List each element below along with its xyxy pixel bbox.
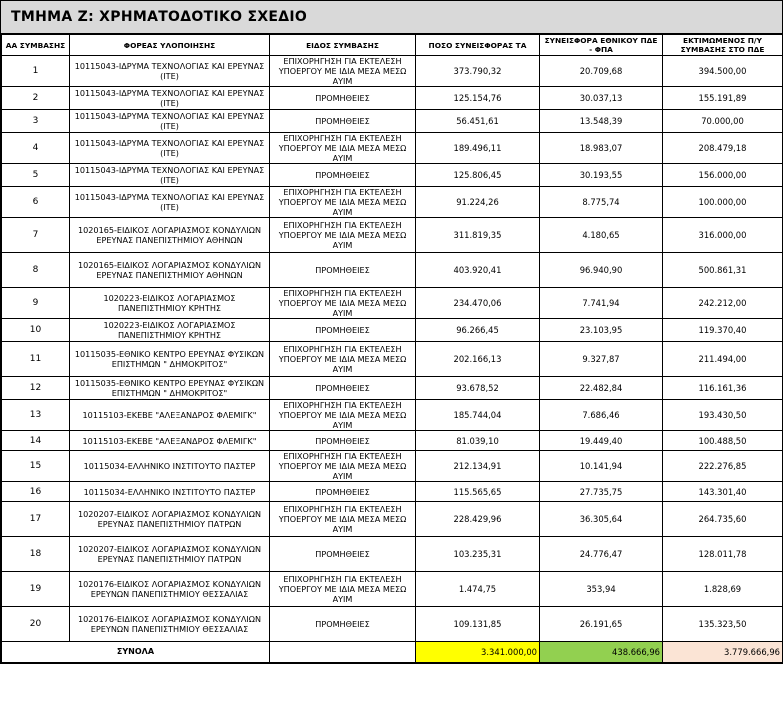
cell-eidos: ΕΠΙΧΟΡΗΓΗΣΗ ΓΙΑ ΕΚΤΕΛΕΣΗ ΥΠΟΕΡΓΟΥ ΜΕ ΙΔΙΑ ΜΕΣΑ ΜΕΣΩ ΑΥΙΜ bbox=[270, 288, 416, 319]
cell-eidos: ΠΡΟΜΗΘΕΙΕΣ bbox=[270, 87, 416, 110]
totals-row bbox=[2, 642, 783, 663]
cell-foreas: 10115103-ΕΚΕΒΕ "ΑΛΕΞΑΝΔΡΟΣ ΦΛΕΜΙΓΚ" bbox=[70, 431, 270, 451]
cell-eidos: ΠΡΟΜΗΘΕΙΕΣ bbox=[270, 110, 416, 133]
cell-eidos: ΕΠΙΧΟΡΗΓΗΣΗ ΓΙΑ ΕΚΤΕΛΕΣΗ ΥΠΟΕΡΓΟΥ ΜΕ ΙΔΙΑ ΜΕΣΑ ΜΕΣΩ ΑΥΙΜ bbox=[270, 342, 416, 377]
cell-pde: 7.741,94 bbox=[540, 288, 663, 319]
cell-eidos: ΕΠΙΧΟΡΗΓΗΣΗ ΓΙΑ ΕΚΤΕΛΕΣΗ ΥΠΟΕΡΓΟΥ ΜΕ ΙΔΙΑ ΜΕΣΑ ΜΕΣΩ ΑΥΙΜ bbox=[270, 133, 416, 164]
cell-poso: 125.154,76 bbox=[416, 87, 540, 110]
cell-pde: 26.191,65 bbox=[540, 607, 663, 642]
cell-aa: 17 bbox=[2, 502, 70, 537]
cell-pde: 24.776,47 bbox=[540, 537, 663, 572]
cell-poso: 311.819,35 bbox=[416, 218, 540, 253]
cell-foreas: 10115043-ΙΔΡΥΜΑ ΤΕΧΝΟΛΟΓΙΑΣ ΚΑΙ ΕΡΕΥΝΑΣ (ΙΤΕ) bbox=[70, 164, 270, 187]
cell-poso: 115.565,65 bbox=[416, 482, 540, 502]
cell-eidos: ΠΡΟΜΗΘΕΙΕΣ bbox=[270, 431, 416, 451]
cell-eidos: ΠΡΟΜΗΘΕΙΕΣ bbox=[270, 319, 416, 342]
total-poso: 3.341.000,00 bbox=[416, 642, 540, 663]
cell-aa: 16 bbox=[2, 482, 70, 502]
table-row bbox=[2, 218, 783, 253]
table-row bbox=[2, 537, 783, 572]
table-row bbox=[2, 110, 783, 133]
cell-pde: 27.735,75 bbox=[540, 482, 663, 502]
cell-aa: 15 bbox=[2, 451, 70, 482]
cell-pde: 96.940,90 bbox=[540, 253, 663, 288]
total-pde: 438.666,96 bbox=[540, 642, 663, 663]
cell-aa: 6 bbox=[2, 187, 70, 218]
cell-ektim: 156.000,00 bbox=[663, 164, 783, 187]
header-eidos: ΕΙΔΟΣ ΣΥΜΒΑΣΗΣ bbox=[270, 35, 416, 56]
table-body bbox=[2, 56, 783, 642]
cell-foreas: 10115034-ΕΛΛΗΝΙΚΟ ΙΝΣΤΙΤΟΥΤΟ ΠΑΣΤΕΡ bbox=[70, 451, 270, 482]
table-row bbox=[2, 187, 783, 218]
cell-eidos: ΕΠΙΧΟΡΗΓΗΣΗ ΓΙΑ ΕΚΤΕΛΕΣΗ ΥΠΟΕΡΓΟΥ ΜΕ ΙΔΙΑ ΜΕΣΑ ΜΕΣΩ ΑΥΙΜ bbox=[270, 56, 416, 87]
cell-eidos: ΠΡΟΜΗΘΕΙΕΣ bbox=[270, 377, 416, 400]
cell-ektim: 264.735,60 bbox=[663, 502, 783, 537]
cell-aa: 19 bbox=[2, 572, 70, 607]
cell-aa: 11 bbox=[2, 342, 70, 377]
cell-ektim: 222.276,85 bbox=[663, 451, 783, 482]
cell-pde: 13.548,39 bbox=[540, 110, 663, 133]
cell-eidos: ΕΠΙΧΟΡΗΓΗΣΗ ΓΙΑ ΕΚΤΕΛΕΣΗ ΥΠΟΕΡΓΟΥ ΜΕ ΙΔΙΑ ΜΕΣΑ ΜΕΣΩ ΑΥΙΜ bbox=[270, 451, 416, 482]
cell-eidos: ΕΠΙΧΟΡΗΓΗΣΗ ΓΙΑ ΕΚΤΕΛΕΣΗ ΥΠΟΕΡΓΟΥ ΜΕ ΙΔΙΑ ΜΕΣΑ ΜΕΣΩ ΑΥΙΜ bbox=[270, 572, 416, 607]
cell-ektim: 316.000,00 bbox=[663, 218, 783, 253]
table-row bbox=[2, 319, 783, 342]
section-title: ΤΜΗΜΑ Ζ: ΧΡΗΜΑΤΟΔΟΤΙΚΟ ΣΧΕΔΙΟ bbox=[1, 1, 782, 34]
cell-aa: 5 bbox=[2, 164, 70, 187]
cell-poso: 125.806,45 bbox=[416, 164, 540, 187]
table-row bbox=[2, 288, 783, 319]
cell-poso: 234.470,06 bbox=[416, 288, 540, 319]
table-row bbox=[2, 431, 783, 451]
cell-pde: 22.482,84 bbox=[540, 377, 663, 400]
header-foreas: ΦΟΡΕΑΣ ΥΛΟΠΟΙΗΣΗΣ bbox=[70, 35, 270, 56]
cell-poso: 81.039,10 bbox=[416, 431, 540, 451]
cell-pde: 353,94 bbox=[540, 572, 663, 607]
cell-ektim: 100.000,00 bbox=[663, 187, 783, 218]
cell-ektim: 1.828,69 bbox=[663, 572, 783, 607]
cell-poso: 212.134,91 bbox=[416, 451, 540, 482]
cell-foreas: 1020165-ΕΙΔΙΚΟΣ ΛΟΓΑΡΙΑΣΜΟΣ ΚΟΝΔΥΛΙΩΝ ΕΡΕΥΝΑΣ ΠΑΝΕΠΙΣΤΗΜΙΟΥ ΑΘΗΝΩΝ bbox=[70, 253, 270, 288]
cell-aa: 20 bbox=[2, 607, 70, 642]
cell-pde: 4.180,65 bbox=[540, 218, 663, 253]
cell-ektim: 394.500,00 bbox=[663, 56, 783, 87]
cell-poso: 91.224,26 bbox=[416, 187, 540, 218]
cell-foreas: 1020165-ΕΙΔΙΚΟΣ ΛΟΓΑΡΙΑΣΜΟΣ ΚΟΝΔΥΛΙΩΝ ΕΡΕΥΝΑΣ ΠΑΝΕΠΙΣΤΗΜΙΟΥ ΑΘΗΝΩΝ bbox=[70, 218, 270, 253]
table-row bbox=[2, 133, 783, 164]
header-ektim: ΕΚΤΙΜΩΜΕΝΟΣ Π/Υ ΣΥΜΒΑΣΗΣ ΣΤΟ ΠΔΕ bbox=[663, 35, 783, 56]
cell-pde: 20.709,68 bbox=[540, 56, 663, 87]
cell-ektim: 119.370,40 bbox=[663, 319, 783, 342]
cell-pde: 19.449,40 bbox=[540, 431, 663, 451]
cell-ektim: 208.479,18 bbox=[663, 133, 783, 164]
table-row bbox=[2, 164, 783, 187]
cell-eidos: ΕΠΙΧΟΡΗΓΗΣΗ ΓΙΑ ΕΚΤΕΛΕΣΗ ΥΠΟΕΡΓΟΥ ΜΕ ΙΔΙΑ ΜΕΣΑ ΜΕΣΩ ΑΥΙΜ bbox=[270, 502, 416, 537]
cell-pde: 9.327,87 bbox=[540, 342, 663, 377]
cell-aa: 12 bbox=[2, 377, 70, 400]
cell-ektim: 128.011,78 bbox=[663, 537, 783, 572]
totals-label: ΣΥΝΟΛΑ bbox=[2, 642, 270, 663]
cell-ektim: 211.494,00 bbox=[663, 342, 783, 377]
cell-foreas: 10115043-ΙΔΡΥΜΑ ΤΕΧΝΟΛΟΓΙΑΣ ΚΑΙ ΕΡΕΥΝΑΣ (ΙΤΕ) bbox=[70, 56, 270, 87]
cell-ektim: 155.191,89 bbox=[663, 87, 783, 110]
cell-eidos: ΠΡΟΜΗΘΕΙΕΣ bbox=[270, 607, 416, 642]
cell-ektim: 242.212,00 bbox=[663, 288, 783, 319]
table-row bbox=[2, 56, 783, 87]
cell-pde: 7.686,46 bbox=[540, 400, 663, 431]
cell-poso: 185.744,04 bbox=[416, 400, 540, 431]
cell-foreas: 10115035-ΕΘΝΙΚΟ ΚΕΝΤΡΟ ΕΡΕΥΝΑΣ ΦΥΣΙΚΩΝ ΕΠΙΣΤΗΜΩΝ " ΔΗΜΟΚΡΙΤΟΣ" bbox=[70, 377, 270, 400]
cell-poso: 202.166,13 bbox=[416, 342, 540, 377]
cell-eidos: ΠΡΟΜΗΘΕΙΕΣ bbox=[270, 482, 416, 502]
financing-table bbox=[1, 34, 783, 663]
cell-pde: 30.193,55 bbox=[540, 164, 663, 187]
cell-foreas: 10115043-ΙΔΡΥΜΑ ΤΕΧΝΟΛΟΓΙΑΣ ΚΑΙ ΕΡΕΥΝΑΣ (ΙΤΕ) bbox=[70, 87, 270, 110]
total-ektim: 3.779.666,96 bbox=[663, 642, 783, 663]
header-aa: ΑΑ ΣΥΜΒΑΣΗΣ bbox=[2, 35, 70, 56]
cell-aa: 18 bbox=[2, 537, 70, 572]
cell-aa: 2 bbox=[2, 87, 70, 110]
totals-empty-cell bbox=[270, 642, 416, 663]
cell-pde: 8.775,74 bbox=[540, 187, 663, 218]
table-row bbox=[2, 400, 783, 431]
cell-poso: 228.429,96 bbox=[416, 502, 540, 537]
cell-eidos: ΕΠΙΧΟΡΗΓΗΣΗ ΓΙΑ ΕΚΤΕΛΕΣΗ ΥΠΟΕΡΓΟΥ ΜΕ ΙΔΙΑ ΜΕΣΑ ΜΕΣΩ ΑΥΙΜ bbox=[270, 400, 416, 431]
cell-aa: 9 bbox=[2, 288, 70, 319]
cell-foreas: 1020176-ΕΙΔΙΚΟΣ ΛΟΓΑΡΙΑΣΜΟΣ ΚΟΝΔΥΛΙΩΝ ΕΡΕΥΝΩΝ ΠΑΝΕΠΙΣΤΗΜΙΟΥ ΘΕΣΣΑΛΙΑΣ bbox=[70, 572, 270, 607]
cell-poso: 373.790,32 bbox=[416, 56, 540, 87]
cell-poso: 189.496,11 bbox=[416, 133, 540, 164]
cell-aa: 7 bbox=[2, 218, 70, 253]
header-pde: ΣΥΝΕΙΣΦΟΡΑ ΕΘΝΙΚΟΥ ΠΔΕ - ΦΠΑ bbox=[540, 35, 663, 56]
table-row bbox=[2, 607, 783, 642]
cell-poso: 109.131,85 bbox=[416, 607, 540, 642]
cell-poso: 93.678,52 bbox=[416, 377, 540, 400]
cell-aa: 8 bbox=[2, 253, 70, 288]
cell-pde: 30.037,13 bbox=[540, 87, 663, 110]
cell-poso: 103.235,31 bbox=[416, 537, 540, 572]
table-row bbox=[2, 342, 783, 377]
cell-foreas: 1020207-ΕΙΔΙΚΟΣ ΛΟΓΑΡΙΑΣΜΟΣ ΚΟΝΔΥΛΙΩΝ ΕΡΕΥΝΑΣ ΠΑΝΕΠΙΣΤΗΜΙΟΥ ΠΑΤΡΩΝ bbox=[70, 502, 270, 537]
table-row bbox=[2, 253, 783, 288]
table-row bbox=[2, 377, 783, 400]
header-poso: ΠΟΣΟ ΣΥΝΕΙΣΦΟΡΑΣ ΤΑ bbox=[416, 35, 540, 56]
cell-pde: 36.305,64 bbox=[540, 502, 663, 537]
cell-poso: 1.474,75 bbox=[416, 572, 540, 607]
cell-aa: 14 bbox=[2, 431, 70, 451]
table-row bbox=[2, 502, 783, 537]
cell-foreas: 10115043-ΙΔΡΥΜΑ ΤΕΧΝΟΛΟΓΙΑΣ ΚΑΙ ΕΡΕΥΝΑΣ (ΙΤΕ) bbox=[70, 187, 270, 218]
cell-eidos: ΠΡΟΜΗΘΕΙΕΣ bbox=[270, 537, 416, 572]
cell-poso: 403.920,41 bbox=[416, 253, 540, 288]
table-row bbox=[2, 482, 783, 502]
cell-aa: 13 bbox=[2, 400, 70, 431]
cell-ektim: 193.430,50 bbox=[663, 400, 783, 431]
cell-foreas: 10115043-ΙΔΡΥΜΑ ΤΕΧΝΟΛΟΓΙΑΣ ΚΑΙ ΕΡΕΥΝΑΣ (ΙΤΕ) bbox=[70, 133, 270, 164]
cell-aa: 10 bbox=[2, 319, 70, 342]
cell-foreas: 10115103-ΕΚΕΒΕ "ΑΛΕΞΑΝΔΡΟΣ ΦΛΕΜΙΓΚ" bbox=[70, 400, 270, 431]
cell-eidos: ΕΠΙΧΟΡΗΓΗΣΗ ΓΙΑ ΕΚΤΕΛΕΣΗ ΥΠΟΕΡΓΟΥ ΜΕ ΙΔΙΑ ΜΕΣΑ ΜΕΣΩ ΑΥΙΜ bbox=[270, 187, 416, 218]
cell-foreas: 10115035-ΕΘΝΙΚΟ ΚΕΝΤΡΟ ΕΡΕΥΝΑΣ ΦΥΣΙΚΩΝ ΕΠΙΣΤΗΜΩΝ " ΔΗΜΟΚΡΙΤΟΣ" bbox=[70, 342, 270, 377]
cell-foreas: 1020223-ΕΙΔΙΚΟΣ ΛΟΓΑΡΙΑΣΜΟΣ ΠΑΝΕΠΙΣΤΗΜΙΟΥ ΚΡΗΤΗΣ bbox=[70, 288, 270, 319]
cell-eidos: ΠΡΟΜΗΘΕΙΕΣ bbox=[270, 253, 416, 288]
cell-foreas: 1020207-ΕΙΔΙΚΟΣ ΛΟΓΑΡΙΑΣΜΟΣ ΚΟΝΔΥΛΙΩΝ ΕΡΕΥΝΑΣ ΠΑΝΕΠΙΣΤΗΜΙΟΥ ΠΑΤΡΩΝ bbox=[70, 537, 270, 572]
cell-pde: 10.141,94 bbox=[540, 451, 663, 482]
header-row bbox=[2, 35, 783, 56]
cell-poso: 96.266,45 bbox=[416, 319, 540, 342]
cell-foreas: 10115043-ΙΔΡΥΜΑ ΤΕΧΝΟΛΟΓΙΑΣ ΚΑΙ ΕΡΕΥΝΑΣ (ΙΤΕ) bbox=[70, 110, 270, 133]
cell-foreas: 1020223-ΕΙΔΙΚΟΣ ΛΟΓΑΡΙΑΣΜΟΣ ΠΑΝΕΠΙΣΤΗΜΙΟΥ ΚΡΗΤΗΣ bbox=[70, 319, 270, 342]
cell-pde: 23.103,95 bbox=[540, 319, 663, 342]
table-row bbox=[2, 572, 783, 607]
cell-ektim: 135.323,50 bbox=[663, 607, 783, 642]
cell-foreas: 1020176-ΕΙΔΙΚΟΣ ΛΟΓΑΡΙΑΣΜΟΣ ΚΟΝΔΥΛΙΩΝ ΕΡΕΥΝΩΝ ΠΑΝΕΠΙΣΤΗΜΙΟΥ ΘΕΣΣΑΛΙΑΣ bbox=[70, 607, 270, 642]
cell-pde: 18.983,07 bbox=[540, 133, 663, 164]
cell-poso: 56.451,61 bbox=[416, 110, 540, 133]
cell-foreas: 10115034-ΕΛΛΗΝΙΚΟ ΙΝΣΤΙΤΟΥΤΟ ΠΑΣΤΕΡ bbox=[70, 482, 270, 502]
cell-ektim: 70.000,00 bbox=[663, 110, 783, 133]
cell-ektim: 100.488,50 bbox=[663, 431, 783, 451]
cell-eidos: ΠΡΟΜΗΘΕΙΕΣ bbox=[270, 164, 416, 187]
cell-ektim: 143.301,40 bbox=[663, 482, 783, 502]
cell-aa: 1 bbox=[2, 56, 70, 87]
cell-aa: 4 bbox=[2, 133, 70, 164]
table-row bbox=[2, 451, 783, 482]
cell-aa: 3 bbox=[2, 110, 70, 133]
cell-eidos: ΕΠΙΧΟΡΗΓΗΣΗ ΓΙΑ ΕΚΤΕΛΕΣΗ ΥΠΟΕΡΓΟΥ ΜΕ ΙΔΙΑ ΜΕΣΑ ΜΕΣΩ ΑΥΙΜ bbox=[270, 218, 416, 253]
cell-ektim: 116.161,36 bbox=[663, 377, 783, 400]
table-row bbox=[2, 87, 783, 110]
cell-ektim: 500.861,31 bbox=[663, 253, 783, 288]
